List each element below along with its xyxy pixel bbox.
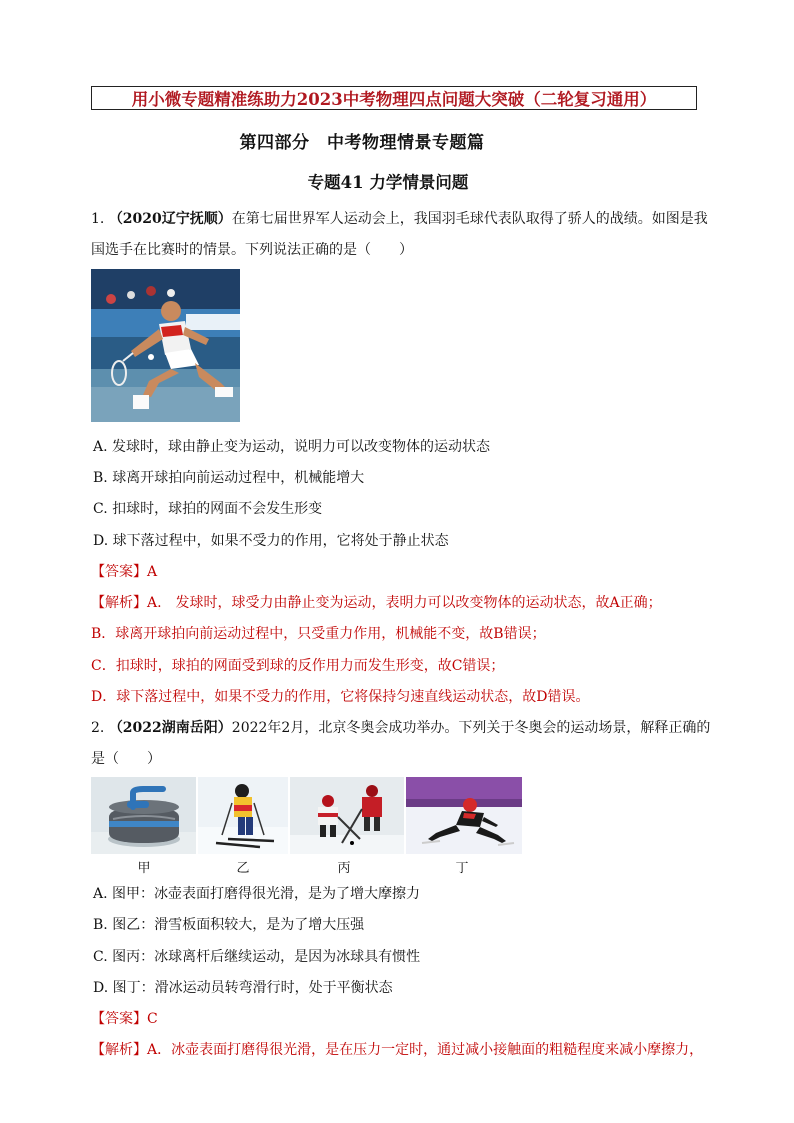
part-heading: 第四部分 中考物理情景专题篇 [239, 133, 485, 153]
q1-analysis-d: D．球下落过程中，如果不受力的作用，它将保持匀速直线运动状态，故D错误。 [91, 689, 590, 705]
q2-number: 2. [91, 720, 105, 736]
q1-source: （2020辽宁抚顺） [108, 211, 232, 227]
q1-option-c: C. 扣球时，球拍的网面不会发生形变 [93, 501, 323, 517]
q2-stem-line1 [91, 717, 711, 737]
caption-yi: 乙 [236, 861, 250, 876]
q1-option-d: D. 球下落过程中，如果不受力的作用，它将处于静止状态 [93, 533, 449, 549]
q1-option-a: A. 发球时，球由静止变为运动，说明力可以改变物体的运动状态 [93, 439, 491, 455]
q1-answer-value: A [147, 564, 158, 580]
q1-analysis-a: A. 发球时，球受力由静止变为运动，表明力可以改变物体的运动状态，故A正确； [147, 595, 662, 611]
q1-stem-line2: 国选手在比赛时的情景。下列说法正确的是（ ） [91, 242, 413, 258]
skier-photo [198, 777, 288, 854]
title-banner: 用小微专题精准练助力2023中考物理四点问题大突破（二轮复习通用） [91, 86, 697, 110]
badminton-player-photo [91, 269, 240, 422]
ice-hockey-photo [290, 777, 404, 854]
q1-analysis-b: B．球离开球拍向前运动过程中，只受重力作用，机械能不变，故B错误； [91, 626, 546, 642]
q1-answer [91, 561, 711, 581]
q1-analysis-line1 [91, 592, 711, 612]
q2-analysis-line1 [91, 1039, 711, 1059]
topic-heading: 专题41 力学情景问题 [307, 173, 469, 192]
q1-stem-text: 在第七届世界军人运动会上，我国羽毛球代表队取得了骄人的战绩。如图是我 [231, 211, 708, 227]
q1-analysis-label: 【解析】 [91, 595, 147, 611]
q2-analysis-a: A．冰壶表面打磨得很光滑，是在压力一定时，通过减小接触面的粗糙程度来减小摩擦力， [147, 1042, 704, 1058]
curling-stone-photo [91, 777, 196, 854]
q1-number: 1. [91, 211, 105, 227]
caption-bing: 丙 [337, 861, 351, 876]
caption-jia: 甲 [137, 861, 151, 876]
q2-option-a: A. 图甲：冰壶表面打磨得很光滑，是为了增大摩擦力 [93, 886, 421, 902]
q2-analysis-label: 【解析】 [91, 1042, 147, 1058]
q2-option-b: B. 图乙：滑雪板面积较大，是为了增大压强 [93, 917, 365, 933]
speed-skater-photo [406, 777, 522, 854]
q1-stem-line1 [91, 208, 711, 228]
q2-answer-value: C [147, 1011, 158, 1027]
caption-ding: 丁 [455, 861, 469, 876]
q2-option-d: D. 图丁：滑冰运动员转弯滑行时，处于平衡状态 [93, 980, 393, 996]
q1-option-b: B. 球离开球拍向前运动过程中，机械能增大 [93, 470, 365, 486]
q2-answer-label: 【答案】 [91, 1011, 147, 1027]
q2-stem-line2: 是（ ） [91, 751, 161, 767]
q2-option-c: C. 图丙：冰球离杆后继续运动，是因为冰球具有惯性 [93, 949, 421, 965]
q1-answer-label: 【答案】 [91, 564, 147, 580]
q2-answer [91, 1008, 711, 1028]
q1-analysis-c: C．扣球时，球拍的网面受到球的反作用力而发生形变，故C错误； [91, 658, 505, 674]
q2-source: （2022湖南岳阳） [108, 720, 232, 736]
q2-stem-text: 2022年2月，北京冬奥会成功举办。下列关于冬奥会的运动场景，解释正确的 [231, 720, 711, 736]
